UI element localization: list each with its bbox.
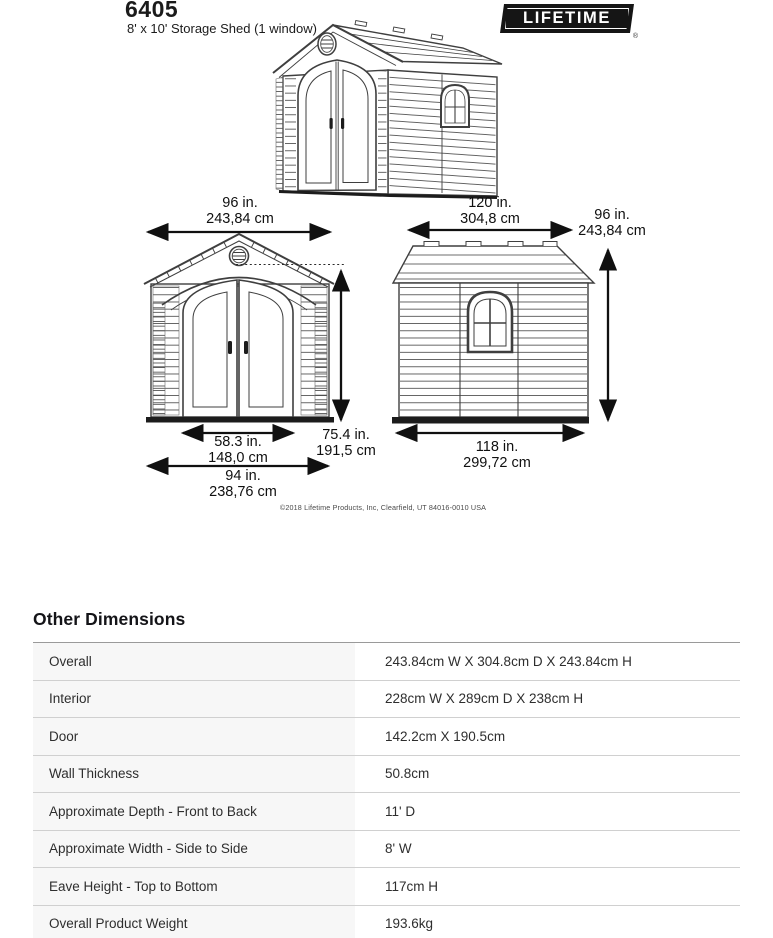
table-row [33, 906, 740, 938]
row-value: 142.2cm X 190.5cm [385, 728, 506, 744]
front-base-width-dimension: 94 in. 238,76 cm [209, 468, 277, 500]
table-row [33, 718, 740, 756]
row-value: 228cm W X 289cm D X 238cm H [385, 691, 584, 706]
row-label: Eave Height - Top to Bottom [33, 868, 355, 905]
row-value: 8' W [385, 841, 412, 856]
row-label: Approximate Width - Side to Side [33, 831, 355, 868]
row-label: Door [33, 718, 355, 755]
row-label: Approximate Depth - Front to Back [33, 793, 355, 830]
front-elevation-drawing [144, 234, 344, 423]
side-elevation-drawing [392, 242, 594, 424]
gable-vent-icon [318, 33, 336, 55]
product-subtitle: 8' x 10' Storage Shed (1 window) [127, 21, 317, 36]
table-row [33, 831, 740, 869]
side-base-depth-dimension: 118 in. 299,72 cm [463, 439, 531, 471]
copyright-line: ©2018 Lifetime Products, Inc, Clearfield, UT 84016-0010 USA [279, 503, 487, 512]
eave-height-dimension: 75.4 in. 191,5 cm [316, 427, 376, 459]
table-row [33, 681, 740, 719]
perspective-view-drawing [273, 21, 502, 198]
overall-height-dimension: 96 in. 243,84 cm [578, 207, 646, 239]
row-value: 50.8cm [385, 766, 430, 781]
double-doors-perspective [298, 60, 376, 191]
row-label: Interior [33, 681, 355, 718]
row-value: 117cm H [385, 878, 439, 894]
table-row [33, 643, 740, 681]
row-label: Overall [33, 643, 355, 680]
side-window [468, 292, 512, 352]
table-row [33, 793, 740, 831]
row-value: 193.6kg [385, 916, 434, 931]
door-width-dimension: 58.3 in. 148,0 cm [208, 434, 268, 466]
other-dimensions-table [33, 642, 740, 938]
table-row [33, 756, 740, 794]
logo-text: LIFETIME [523, 9, 611, 27]
side-depth-dimension: 120 in. 304,8 cm [460, 195, 520, 227]
row-value: 243.84cm W X 304.8cm D X 243.84cm H [385, 653, 632, 669]
model-number: 6405 [125, 0, 179, 22]
side-window-perspective [441, 85, 469, 127]
row-label: Wall Thickness [33, 756, 355, 793]
gable-vent-front-icon [230, 247, 249, 266]
row-label: Overall Product Weight [33, 906, 355, 938]
table-row [33, 868, 740, 906]
registered-trademark-icon: ® [632, 33, 638, 40]
other-dimensions-title: Other Dimensions [33, 609, 186, 629]
row-value: 11' D [385, 803, 416, 819]
front-width-dimension: 96 in. 243,84 cm [206, 195, 274, 227]
other-dimensions-section [33, 609, 740, 938]
